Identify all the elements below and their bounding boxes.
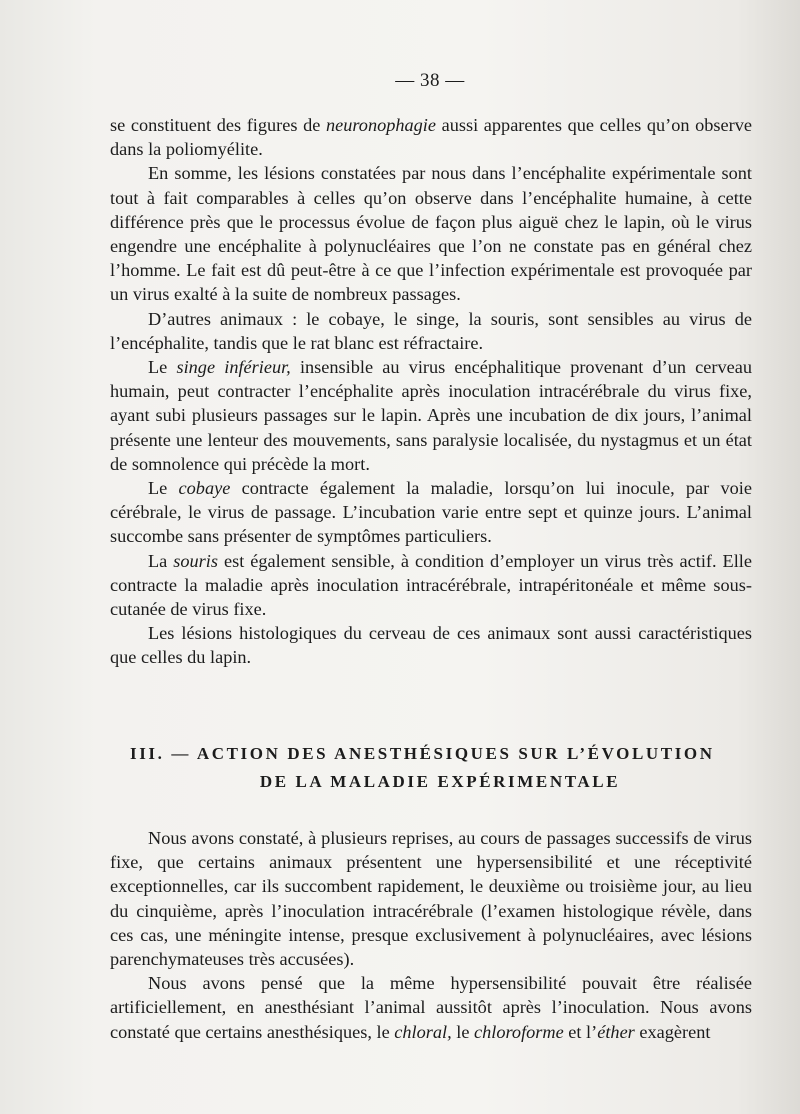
paragraph-2: En somme, les lésions constatées par nous dans l’encéphalite expérimentale sont tout à fait comparables à celles qu’on observe dans l’encéphalite humaine, à cette différence près que le processus évolue de façon plus aiguë chez le lapin, où le virus engendre une encéphalite à polynucléaires que l’on ne constate pas en général chez l’homme. Le fait est dû peut-être à ce que l’infection expérimentale est provoquée par un virus exalté à la suite de nombreux passages.	[110, 163, 752, 305]
paragraph-5: Le cobaye contracte également la maladie, lorsqu’on lui inocule, par voie cérébrale, le virus de passage. L’incubation varie entre sept et quinze jours. L’animal succombe sans présenter de symptômes particuliers.	[110, 478, 752, 547]
section-heading-line-2: DE LA MALADIE EXPÉRIMENTALE	[259, 772, 621, 791]
emphasis-term: singe inférieur,	[176, 357, 291, 378]
emphasis-term: neuronophagie	[325, 115, 436, 135]
paragraph-9: Nous avons pensé que la même hypersensibilité pouvait être réalisée artificiellement, en anesthésiant l’animal aussitôt après l’inoculation. Nous avons constaté que certains anesthésiques, le chloral, le chloroforme et l’éther exagèrent	[110, 973, 752, 1042]
section-heading-line-1: III. — ACTION DES ANESTHÉSIQUES SUR L’ÉVOLUTION	[130, 744, 715, 763]
body-text-top	[110, 113, 752, 670]
paragraph-1: se constituent des figures de neuronophagie aussi apparentes que celles qu’on observe dans la poliomyélite.	[110, 115, 752, 160]
paragraph-4: Le singe inférieur, insensible au virus encéphalitique provenant d’un cerveau humain, peut contracter l’encéphalite après inoculation intracérébrale du virus fixe, ayant subi plusieurs passages sur le lapin. Après une incubation de dix jours, l’animal présente une lenteur des mouvements, sans paralysie localisée, du nystagmus et un état de somnolence qui précède la mort.	[110, 357, 752, 474]
emphasis-term: souris	[173, 550, 218, 571]
paragraph-7: Les lésions histologiques du cerveau de ces animaux sont aussi caractéristiques que celles du lapin.	[110, 623, 752, 668]
section-heading	[110, 740, 770, 796]
paragraph-8: Nous avons constaté, à plusieurs reprises, au cours de passages successifs de virus fixe, que certains animaux présentent une hypersensibilité et une réceptivité exceptionnelles, car ils succombent rapidement, le deuxième ou troisième jour, au lieu du cinquième, après l’inoculation intracérébrale (l’examen histologique révèle, dans ces cas, une méningite intense, presque exclusivement à polynucléaires, avec lésions parenchymateuses très accusées).	[110, 828, 752, 970]
emphasis-term: éther	[597, 1021, 635, 1042]
body-text-bottom	[110, 826, 752, 1044]
emphasis-term: chloroforme	[474, 1021, 564, 1042]
paragraph-3: D’autres animaux : le cobaye, le singe, la souris, sont sensibles au virus de l’encéphalite, tandis que le rat blanc est réfractaire.	[110, 308, 752, 353]
page-number: — 38 —	[395, 70, 465, 91]
emphasis-term: cobaye	[178, 478, 231, 499]
paragraph-6: La souris est également sensible, à condition d’employer un virus très actif. Elle contracte la maladie après inoculation intracérébrale, intrapéritonéale et même sous-cutanée de virus fixe.	[110, 550, 752, 620]
emphasis-term: chloral,	[394, 1021, 452, 1042]
